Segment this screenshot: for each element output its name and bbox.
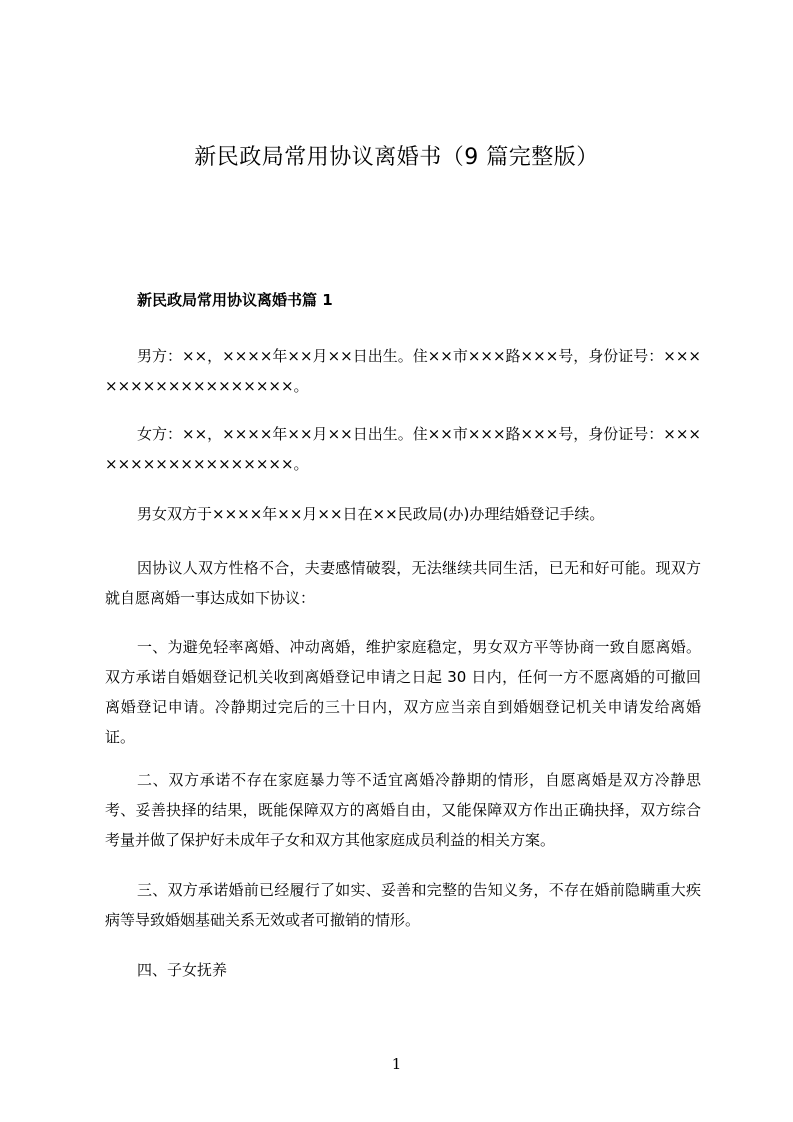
paragraph-husband-info: 男方：××，××××年××月××日出生。住××市×××路×××号，身份证号：××××××××××××××××××。 xyxy=(105,347,701,395)
paragraph-clause-4-heading: 四、子女抚养 xyxy=(137,961,228,979)
paragraph-clause-1: 一、为避免轻率离婚、冲动离婚，维护家庭稳定，男女双方平等协商一致自愿离婚。双方承诺自婚姻登记机关收到离婚登记申请之日起 30 日内，任何一方不愿离婚的可撤回离婚登记申请。冷静期过完后的三十日内，双方应当亲自到婚姻登记机关申请发给离婚证。 xyxy=(105,638,701,746)
page-number: 1 xyxy=(391,1055,402,1073)
paragraph-marriage-registration: 男女双方于××××年××月××日在××民政局(办)办理结婚登记手续。 xyxy=(137,505,605,523)
section-heading: 新民政局常用协议离婚书篇 1 xyxy=(137,291,333,309)
paragraph-wife-info: 女方：××，××××年××月××日出生。住××市×××路×××号，身份证号：××××××××××××××××××。 xyxy=(105,425,701,473)
paragraph-clause-3: 三、双方承诺婚前已经履行了如实、妥善和完整的告知义务，不存在婚前隐瞒重大疾病等导致婚姻基础关系无效或者可撤销的情形。 xyxy=(105,881,701,929)
document-title: 新民政局常用协议离婚书（9 篇完整版） xyxy=(194,145,599,170)
paragraph-divorce-reason: 因协议人双方性格不合，夫妻感情破裂，无法继续共同生活，已无和好可能。现双方就自愿离婚一事达成如下协议： xyxy=(105,559,701,607)
paragraph-clause-2: 二、双方承诺不存在家庭暴力等不适宜离婚冷静期的情形，自愿离婚是双方冷静思考、妥善抉择的结果，既能保障双方的离婚自由，又能保障双方作出正确抉择，双方综合考量并做了保护好未成年子女和双方其他家庭成员利益的相关方案。 xyxy=(105,771,701,849)
